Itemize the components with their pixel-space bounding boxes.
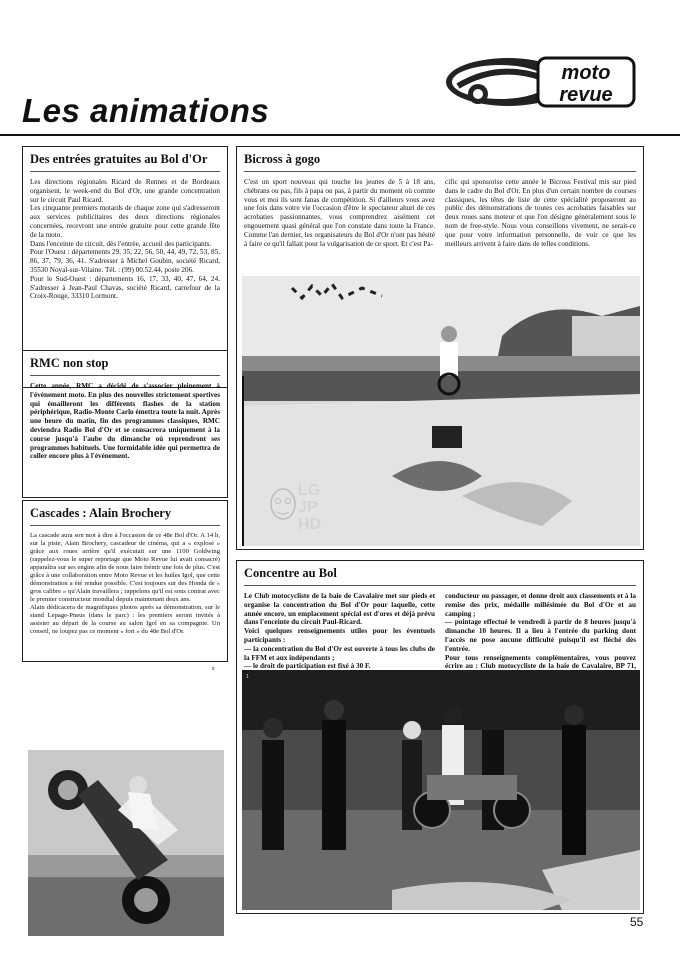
logo-text-revue: revue [559, 84, 613, 106]
watermark-line-2: JP [298, 499, 318, 516]
watermark-line-1: LG [298, 482, 321, 499]
rmc-box [22, 350, 228, 498]
watermark-face-icon [268, 486, 298, 531]
logo-text-moto: moto [561, 62, 611, 84]
page-number: 55 [630, 915, 644, 929]
concentre-col1: Le Club motocycliste de la baie de Cavalaire met sur pieds et organise la concentration du Bol d'Or pour laquelle, cette année encore, un emplacement spécial est d'ores et déjà prévu dans l'enceinte du circuit Paul-Ricard. Voici quelques renseignements utiles pour les éventuels participants : — la concentration du Bol d'Or est ouverte à tous les clubs de la FFM et aux indépendants ; — le droit de participation est fixé à 30 F. [244, 592, 435, 671]
bicross-col2: cific qui sponsorise cette année le Bicross Festival mis sur pied dans le cadre du Bol d'Or. En plus d'un certain nombre de courses classiques, les têtes de liste de cette spécialité proposeront au public des démonstrations de toutes ces acrobaties faisables sur deux roues sans moteur et que l'on désigne généralement sous le nom de free-style. Nous vous conseillons vivement, ne serait-ce que pour votre information personnelle, de voir ce que les meilleurs arrivent à faire dans de telles conditions. [445, 178, 636, 248]
concentre-col2: conducteur ou passager, et donne droit aux classements et à la remise des prix, médaille millésimée du Bol d'Or et au camping ; — pointage effectué le vendredi à partir de 8 heures jusqu'à dimanche 10 heures. Il a lieu à l'entrée du parking dont l'accès ne pose aucune difficulté puisqu'il est fléché dès l'entrée. Pour tous renseignements complémentaires, vous pouvez écrire au : Club motocycliste de la baie de Cavalaire, BP 71, [445, 592, 636, 671]
entrees-text: Les directions régionales Ricard de Rennes et de Bordeaux organisent, le week-end du Bol d'Or, une grande concentration sur le circuit Paul Ricard. Les cinquante premiers motards de chaque zone qui s'adresseront aux services publicitaires des deux directions régionales concernées, recevront une entrée gratuite pour cette grande fête de la moto. Dans l'enceinte du circuit, dès l'entrée, accueil des participants. Pour l'Ouest : départements 29, 35, 22, 56, 50, 44, 49, 72, 53, 85, 86, 37, 79, 36, 41. S'adresser à Michel Goubin, société Ricard, 35530 Noyal-sur-Vilaine. Tél. : (99) 00.52.44, poste 206. Pour le Sud-Ouest : départements 16, 17, 33, 40, 47, 64, 24. S'adresser à Jean-Paul Chavas, société Ricard, carrefour de la Croix-Rouge, 33310 Lormont. [30, 178, 220, 301]
rmc-text: Cette année, RMC a décidé de s'associer pleinement à l'événement moto. En plus des nouvelles strictement sportives qui émailleront les différents flashes de la station périphérique, Radio-Monte Carlo émettra toute la nuit. Après une heure du matin, fin des programmes classiques, RMC deviendra Radio Bol d'Or et se consacrera uniquement à la course jusqu'à l'aube du dimanche où reprendront ses programmes habituels. Une formidable idée qui permettra de coller encore plus à l'événement. [30, 382, 220, 461]
cascades-title: Cascades : Alain Brochery [30, 506, 220, 526]
cascades-box [22, 500, 228, 662]
title-rule [0, 134, 680, 136]
concentre-title: Concentre au Bol [244, 566, 636, 586]
bicross-col1: C'est un sport nouveau qui touche les jeunes de 5 à 18 ans, chébrans ou pas, fils à papa ou pas, à partir du moment où comme vous et moi ils sont fanas de compétition. Si d'ailleurs vous avez une fois dans votre vie l'occasion d'être le spectateur ahuri de ces acrobaties passionnantes, vous comprendrez aisément cet engouement quasi général que l'on constate dans toute la France. Comme l'an dernier, les organisateurs du Bol d'Or n'ont pas hésité à faire ce qu'il fallait pour la vulgarisation de ce sport. Et c'est Pa- [244, 178, 435, 248]
stunt-photo [28, 750, 224, 936]
moto-revue-logo [438, 52, 638, 112]
cascades-small-mark: s [212, 666, 215, 672]
entrees-title: Des entrées gratuites au Bol d'Or [30, 152, 220, 172]
watermark-line-3: HD [298, 516, 322, 533]
concentre-photo-mark: 1 [246, 674, 249, 680]
concentre-photo [242, 670, 640, 910]
rmc-title: RMC non stop [30, 356, 220, 376]
bicross-title: Bicross à gogo [244, 152, 636, 172]
page-title: Les animations [22, 92, 270, 129]
watermark [298, 482, 321, 533]
cascades-text: La cascade aura son mot à dire à l'occasion de ce 48e Bol d'Or. A 14 h, sur la piste, Alain Brochery, cascadeur de cinéma, qui a « explosé » grâce aux roues arrière qu'il exécutait sur une 1100 Goldwing (rappelez-vous le super reportage que Moto Revue lui avait consacré) apparaîtra sur ses engins afin de nous faire frémir une fois de plus. C'est grâce à une collaboration entre Moto Revue et les huiles Igol, que cette démonstration a été rendue possible. C'est toujours sur des Honda de « gros calibre » qu'Alain travaillera ; rappelons qu'il est sous contrat avec le premier constructeur mondial depuis maintenant deux ans. Alain dédicacera de magnifiques photos après sa démonstration, sur le stand Lepage-Pneus (dans le parc) : les premiers seront invités à assister au départ de la course au salon Igol en sa compagnie. Un conseil, ne loupez pas ce moment « fort » du 48e Bol d'Or. [30, 532, 220, 635]
